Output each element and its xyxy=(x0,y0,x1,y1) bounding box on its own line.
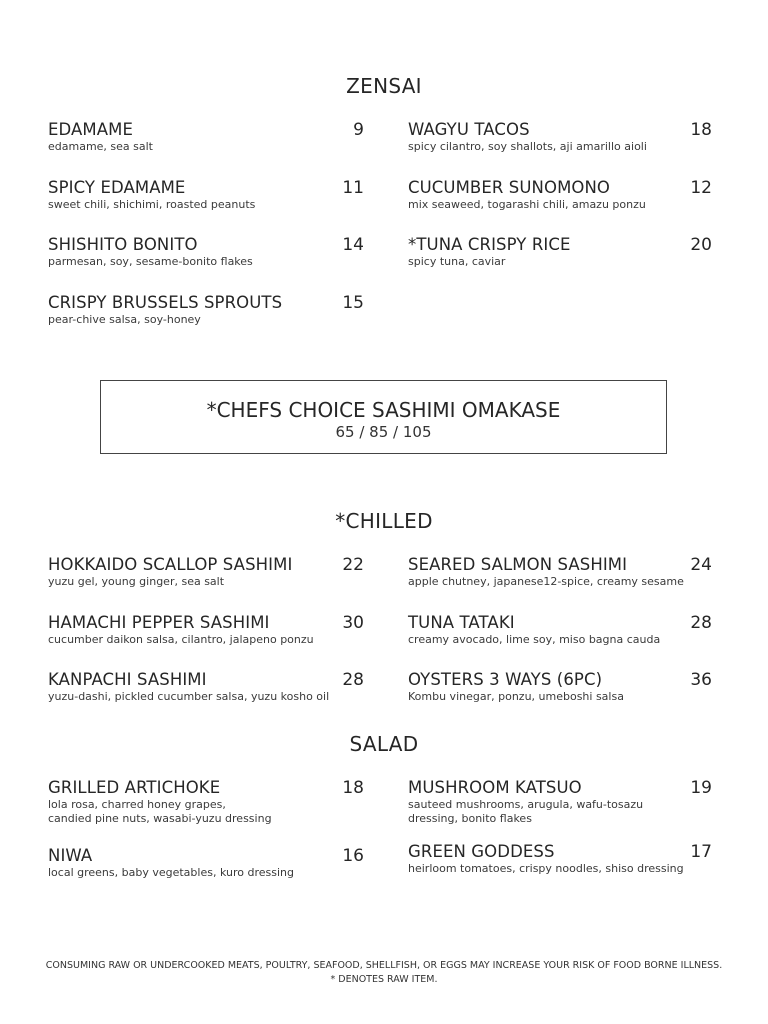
omakase-title: *CHEFS CHOICE SASHIMI OMAKASE xyxy=(206,398,561,422)
menu-item-seared-salmon-sashimi xyxy=(408,555,712,589)
item-description-line2: candied pine nuts, wasabi-yuzu dressing xyxy=(48,811,272,825)
section-title-zensai: ZENSAI xyxy=(346,74,422,98)
item-price: 18 xyxy=(342,778,364,798)
item-price: 19 xyxy=(690,778,712,798)
item-name: *TUNA CRISPY RICE xyxy=(408,235,571,254)
item-name: HAMACHI PEPPER SASHIMI xyxy=(48,613,270,632)
item-description: edamame, sea salt xyxy=(48,140,153,153)
item-name: WAGYU TACOS xyxy=(408,120,530,139)
item-price: 11 xyxy=(342,178,364,198)
raw-item-note: * DENOTES RAW ITEM. xyxy=(330,973,438,985)
item-price: 24 xyxy=(690,555,712,575)
item-description: Kombu vinegar, ponzu, umeboshi salsa xyxy=(408,690,624,703)
menu-item-spicy-edamame xyxy=(48,178,364,212)
item-name: OYSTERS 3 WAYS (6PC) xyxy=(408,670,603,689)
item-description: spicy tuna, caviar xyxy=(408,255,506,268)
item-price: 16 xyxy=(342,846,364,866)
menu-item-edamame xyxy=(48,120,364,154)
item-price: 36 xyxy=(690,670,712,690)
section-title-chilled: *CHILLED xyxy=(335,509,433,533)
section-title-salad: SALAD xyxy=(349,732,419,756)
item-price: 17 xyxy=(690,842,712,862)
item-price: 9 xyxy=(353,120,364,140)
menu-item-niwa xyxy=(48,846,364,880)
item-description: sweet chili, shichimi, roasted peanuts xyxy=(48,198,256,211)
item-description: creamy avocado, lime soy, miso bagna cauda xyxy=(408,633,661,646)
item-price: 14 xyxy=(342,235,364,255)
item-description: yuzu-dashi, pickled cucumber salsa, yuzu kosho oil xyxy=(48,690,330,703)
item-price: 28 xyxy=(690,613,712,633)
item-name: SPICY EDAMAME xyxy=(48,178,186,197)
item-name: NIWA xyxy=(48,846,93,865)
item-name: CUCUMBER SUNOMONO xyxy=(408,178,611,197)
menu-item-hamachi-pepper-sashimi xyxy=(48,613,364,647)
menu-item-tuna-crispy-rice xyxy=(408,235,712,269)
menu-item-grilled-artichoke xyxy=(48,778,364,825)
item-price: 28 xyxy=(342,670,364,690)
menu-item-mushroom-katsuo xyxy=(408,778,712,825)
item-price: 20 xyxy=(690,235,712,255)
item-price: 12 xyxy=(690,178,712,198)
menu-item-hokkaido-scallop-sashimi xyxy=(48,555,364,589)
item-description: spicy cilantro, soy shallots, aji amarillo aioli xyxy=(408,140,647,153)
item-description: sauteed mushrooms, arugula, wafu-tosazu xyxy=(408,798,644,811)
menu-item-oysters-3-ways xyxy=(408,670,712,704)
item-description: pear-chive salsa, soy-honey xyxy=(48,313,201,326)
menu-item-tuna-tataki xyxy=(408,613,712,647)
item-name: SHISHITO BONITO xyxy=(48,235,198,254)
omakase-prices: 65 / 85 / 105 xyxy=(335,423,432,441)
footer-disclaimer xyxy=(0,959,768,986)
item-description: lola rosa, charred honey grapes, xyxy=(48,798,226,811)
menu-item-crispy-brussels-sprouts xyxy=(48,293,364,327)
item-price: 18 xyxy=(690,120,712,140)
item-name: CRISPY BRUSSELS SPROUTS xyxy=(48,293,283,312)
item-description: apple chutney, japanese12-spice, creamy sesame xyxy=(408,575,684,588)
item-description: parmesan, soy, sesame-bonito flakes xyxy=(48,255,253,268)
item-name: GRILLED ARTICHOKE xyxy=(48,778,221,797)
item-name: GREEN GODDESS xyxy=(408,842,555,861)
menu-item-green-goddess xyxy=(408,842,712,876)
item-price: 15 xyxy=(342,293,364,313)
menu-item-shishito-bonito xyxy=(48,235,364,269)
item-description-line2: dressing, bonito flakes xyxy=(408,811,532,825)
item-description: local greens, baby vegetables, kuro dressing xyxy=(48,866,294,879)
item-description: yuzu gel, young ginger, sea salt xyxy=(48,575,225,588)
item-name: TUNA TATAKI xyxy=(408,613,515,632)
menu-item-cucumber-sunomono xyxy=(408,178,712,212)
item-description: mix seaweed, togarashi chili, amazu ponzu xyxy=(408,198,646,211)
menu-item-kanpachi-sashimi xyxy=(48,670,364,704)
item-name: MUSHROOM KATSUO xyxy=(408,778,582,797)
item-price: 30 xyxy=(342,613,364,633)
item-name: HOKKAIDO SCALLOP SASHIMI xyxy=(48,555,293,574)
item-name: KANPACHI SASHIMI xyxy=(48,670,207,689)
item-name: SEARED SALMON SASHIMI xyxy=(408,555,628,574)
item-description: heirloom tomatoes, crispy noodles, shiso dressing xyxy=(408,862,684,875)
raw-food-warning: CONSUMING RAW OR UNDERCOOKED MEATS, POULTRY, SEAFOOD, SHELLFISH, OR EGGS MAY INCREASE YOUR RISK OF FOOD BORNE ILLNESS. xyxy=(45,960,723,971)
omakase-box xyxy=(100,380,667,454)
item-description: cucumber daikon salsa, cilantro, jalapeno ponzu xyxy=(48,633,314,646)
item-name: EDAMAME xyxy=(48,120,134,139)
item-price: 22 xyxy=(342,555,364,575)
menu-item-wagyu-tacos xyxy=(408,120,712,154)
